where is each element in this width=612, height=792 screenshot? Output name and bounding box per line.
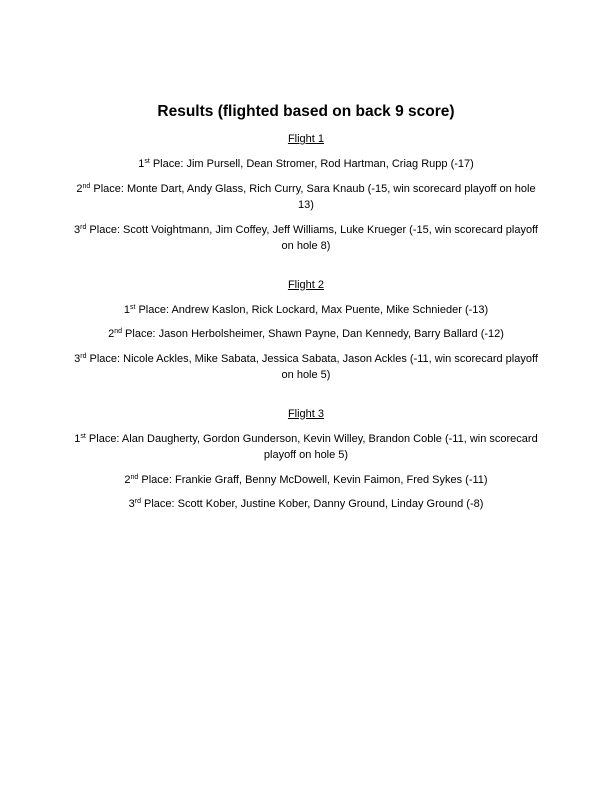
place-text: Place: Alan Daugherty, Gordon Gunderson, Kevin Willey, Brandon Coble (-11, win scorecard playoff on hole 5) xyxy=(85,432,538,461)
document-title: Results (flighted based on back 9 score) xyxy=(157,103,455,120)
place-number: 3 xyxy=(74,352,81,365)
place-line-1st xyxy=(72,302,540,319)
place-number: 1 xyxy=(123,303,130,316)
flight-3-section xyxy=(72,407,540,513)
place-line-3rd xyxy=(72,222,540,255)
place-ordinal-suffix: rd xyxy=(80,352,87,360)
place-text: Place: Andrew Kaslon, Rick Lockard, Max Puente, Mike Schnieder (-13) xyxy=(135,303,489,316)
place-line-2nd xyxy=(72,181,540,214)
place-number: 1 xyxy=(138,158,145,170)
place-number: 1 xyxy=(74,432,81,445)
place-line-1st xyxy=(72,156,540,173)
place-text: Place: Monte Dart, Andy Glass, Rich Curry, Sara Knaub (-15, win scorecard playoff on hole 13) xyxy=(90,182,536,211)
place-text: Place: Frankie Graff, Benny McDowell, Kevin Faimon, Fred Sykes (-11) xyxy=(138,473,488,486)
place-ordinal-suffix: st xyxy=(144,158,150,165)
place-ordinal-suffix: rd xyxy=(80,223,87,231)
place-ordinal-suffix: nd xyxy=(82,182,91,190)
place-line-1st xyxy=(72,431,540,464)
place-text: Place: Nicole Ackles, Mike Sabata, Jessica Sabata, Jason Ackles (-11, win scorecard playoff on hole 5) xyxy=(86,352,538,381)
flight-heading: Flight 1 xyxy=(287,133,325,145)
place-number: 3 xyxy=(74,223,81,236)
place-ordinal-suffix: st xyxy=(129,303,136,311)
flight-1-section xyxy=(72,132,540,255)
place-text: Place: Scott Voightmann, Jim Coffey, Jeff Williams, Luke Krueger (-15, win scorecard playoff on hole 8) xyxy=(86,223,538,252)
place-line-3rd xyxy=(72,496,540,513)
place-ordinal-suffix: st xyxy=(80,432,86,440)
place-line-2nd xyxy=(72,472,540,489)
document-body xyxy=(72,102,540,521)
place-text: Place: Jason Herbolsheimer, Shawn Payne, Dan Kennedy, Barry Ballard (-12) xyxy=(121,328,504,340)
place-number: 2 xyxy=(124,473,131,486)
place-number: 2 xyxy=(76,182,83,195)
flight-heading: Flight 3 xyxy=(287,407,325,420)
place-number: 3 xyxy=(128,498,135,510)
place-ordinal-suffix: nd xyxy=(114,328,122,335)
place-text: Place: Scott Kober, Justine Kober, Danny Ground, Linday Ground (-8) xyxy=(140,498,484,510)
flight-heading: Flight 2 xyxy=(287,278,325,291)
place-text: Place: Jim Pursell, Dean Stromer, Rod Hartman, Criag Rupp (-17) xyxy=(149,158,474,170)
place-number: 2 xyxy=(108,328,115,340)
flight-2-section xyxy=(72,278,540,384)
place-line-2nd xyxy=(72,326,540,343)
place-ordinal-suffix: nd xyxy=(130,473,139,481)
place-ordinal-suffix: rd xyxy=(134,498,141,505)
place-line-3rd xyxy=(72,351,540,384)
